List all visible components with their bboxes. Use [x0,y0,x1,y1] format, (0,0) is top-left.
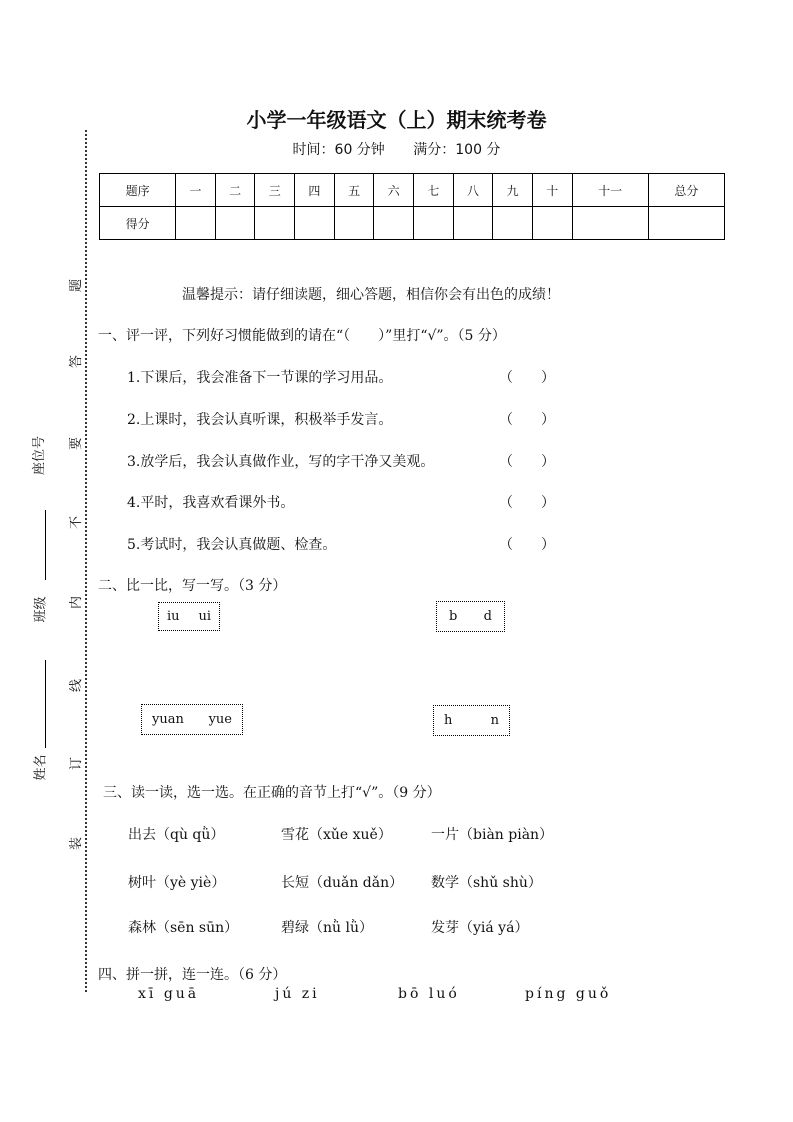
pinyin-word: píng guǒ [525,986,612,1002]
score-cell[interactable] [493,207,533,240]
score-header-cell: 三 [255,174,295,207]
score-header-cell: 十一 [572,174,648,207]
tip-text: 温馨提示：请仔细读题，细心答题，相信你会有出色的成绩！ [182,287,560,303]
seat-number-label: 座位号 [32,435,48,476]
seal-char: 订 [69,756,85,771]
score-header-cell: 七 [414,174,454,207]
section1-heading: 一、评一评，下列好习惯能做到的请在“（ ）”里打“√”。（5 分） [98,328,506,344]
exam-full-score: 满分：100 分 [413,142,501,158]
score-table-header-row [100,174,725,207]
pinyin-option: ui [198,609,211,624]
score-cell[interactable] [648,207,724,240]
score-cell[interactable] [453,207,493,240]
pinyin-compare-box [141,704,243,735]
seal-char: 要 [69,436,85,451]
score-header-cell: 二 [215,174,255,207]
pinyin-choice[interactable]: 发芽（yiá yá） [431,920,529,936]
pinyin-compare-box [436,601,505,632]
exam-time: 时间：60 分钟 [292,142,385,158]
section1-item: 2.上课时，我会认真听课，积极举手发言。 [127,412,393,428]
score-cell[interactable] [414,207,454,240]
score-cell[interactable] [374,207,414,240]
score-header-cell: 五 [334,174,374,207]
exam-subtitle [0,139,793,159]
pinyin-choice[interactable]: 树叶（yè yiè） [128,875,226,891]
score-header-cell: 九 [493,174,533,207]
binding-dotted-line [85,130,87,992]
score-header-cell: 一 [176,174,216,207]
pinyin-option: yue [208,712,232,727]
score-header-cell: 八 [453,174,493,207]
pinyin-word: jú zi [275,986,320,1002]
pinyin-choice[interactable]: 一片（biàn piàn） [431,827,554,843]
score-cell[interactable] [215,207,255,240]
pinyin-choice[interactable]: 雪花（xǔe xuě） [281,827,392,843]
score-row-label: 得分 [100,207,176,240]
seal-char: 题 [69,278,85,293]
pinyin-choice[interactable]: 森林（sēn sūn） [128,920,239,936]
section1-item: 5.考试时，我会认真做题、检查。 [127,537,337,553]
score-cell[interactable] [532,207,572,240]
answer-paren[interactable]: （ ） [499,454,555,470]
score-header-cell: 四 [295,174,335,207]
score-cell[interactable] [334,207,374,240]
score-header-cell: 总分 [648,174,724,207]
seal-char: 内 [69,595,85,610]
pinyin-word: bō luó [398,986,460,1002]
pinyin-choice[interactable]: 碧绿（nǜ lǜ） [281,920,373,936]
section3-heading: 三、读一读，选一选。在正确的音节上打“√”。（9 分） [103,785,441,801]
class-label: 班级 [33,596,49,623]
score-header-cell: 题序 [100,174,176,207]
pinyin-compare-box [433,705,510,736]
score-cell[interactable] [176,207,216,240]
seal-char: 线 [69,678,85,693]
answer-paren[interactable]: （ ） [499,412,555,428]
answer-paren[interactable]: （ ） [499,537,555,553]
score-header-cell: 六 [374,174,414,207]
section4-heading: 四、拼一拼，连一连。（6 分） [98,967,287,983]
pinyin-option: b [449,609,458,624]
seal-char: 装 [69,836,85,851]
section1-item: 4.平时，我喜欢看课外书。 [127,495,295,511]
score-cell[interactable] [572,207,648,240]
pinyin-choice[interactable]: 出去（qù qǜ） [128,827,225,843]
score-cell[interactable] [295,207,335,240]
section2-heading: 二、比一比，写一写。（3 分） [98,578,287,594]
pinyin-choice[interactable]: 数学（shǔ shù） [431,875,542,891]
name-label: 姓名 [33,754,49,781]
pinyin-choice[interactable]: 长短（duǎn dǎn） [281,875,404,891]
section1-item: 1.下课后，我会准备下一节课的学习用品。 [127,370,393,386]
pinyin-option: iu [167,609,180,624]
score-table [99,173,725,240]
score-cell[interactable] [255,207,295,240]
pinyin-option: d [483,609,492,624]
seal-char: 不 [69,515,85,530]
pinyin-word: xī guā [138,986,200,1002]
score-header-cell: 十 [532,174,572,207]
section1-item: 3.放学后，我会认真做作业，写的字干净又美观。 [127,454,435,470]
exam-title: 小学一年级语文（上）期末统考卷 [246,108,547,132]
seal-char: 答 [69,354,85,369]
pinyin-option: yuan [152,712,184,727]
pinyin-option: h [444,713,453,728]
pinyin-compare-box [158,602,220,631]
answer-paren[interactable]: （ ） [499,495,555,511]
score-table-score-row [100,207,725,240]
name-field-line[interactable] [45,660,46,748]
class-field-line[interactable] [45,510,46,580]
answer-paren[interactable]: （ ） [499,370,555,386]
pinyin-option: n [490,713,499,728]
